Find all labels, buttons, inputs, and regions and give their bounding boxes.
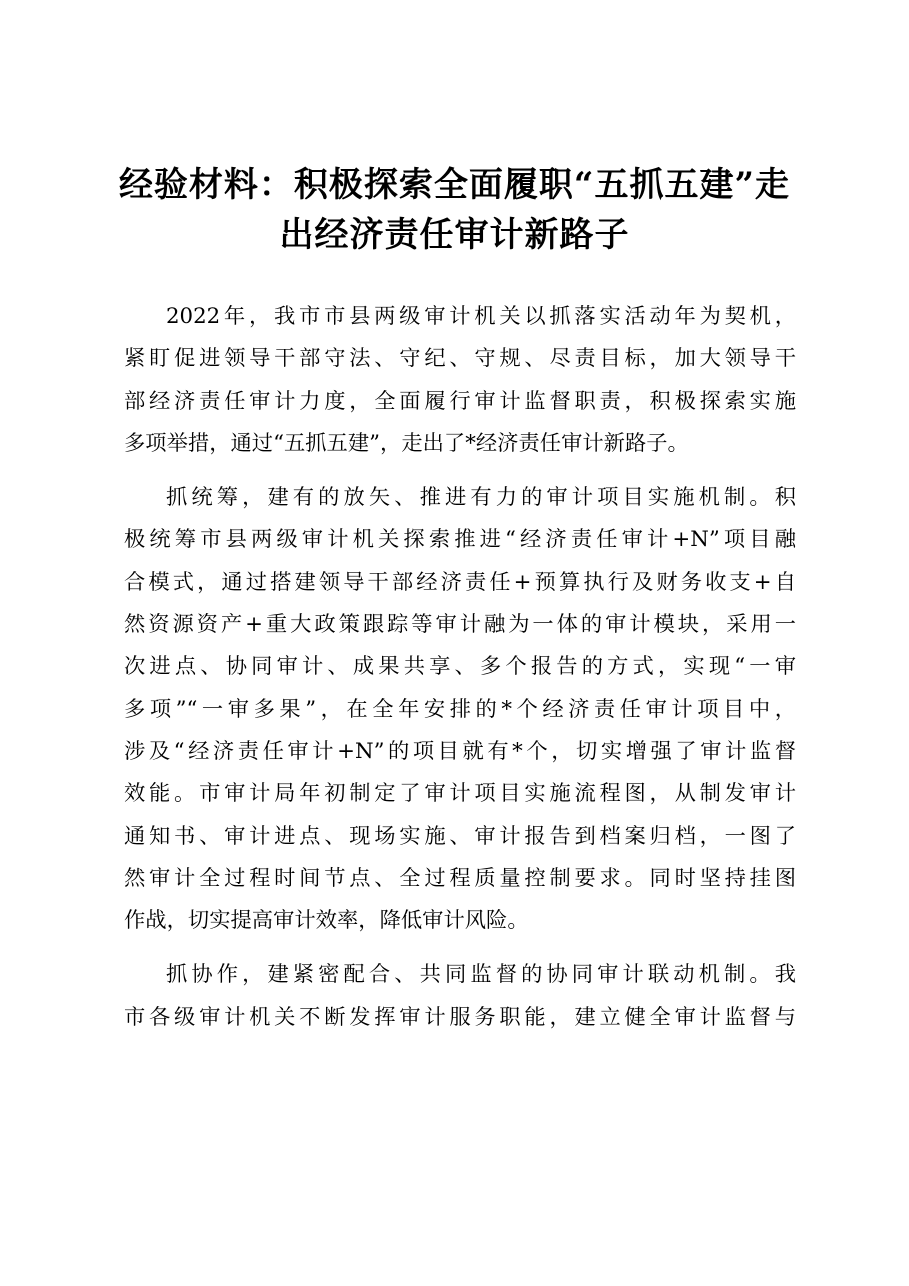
- document-body: [124, 296, 796, 1039]
- paragraph-line: 多项举措，通过“五抓五建”，走出了*经济责任审计新路子。: [124, 430, 689, 456]
- paragraph-line: 合模式，通过搭建领导干部经济责任+预算执行及财务收支+自: [124, 569, 796, 595]
- paragraph-2: [124, 477, 796, 942]
- title-line-1: 经验材料：积极探索全面履职“五抓五建”走: [118, 165, 791, 205]
- title-line-2: 出经济责任审计新路子: [279, 215, 630, 255]
- document-title: [0, 160, 909, 260]
- paragraph-line: 然资源资产+重大政策跟踪等审计融为一体的审计模块，采用一: [124, 612, 796, 638]
- paragraph-3: [124, 954, 796, 1039]
- paragraph-line: 通知书、审计进点、现场实施、审计报告到档案归档，一图了: [124, 823, 796, 849]
- paragraph-line: 然审计全过程时间节点、全过程质量控制要求。同时坚持挂图: [124, 865, 796, 891]
- paragraph-line: 极统筹市县两级审计机关探索推进“经济责任审计+N”项目融: [124, 527, 796, 553]
- paragraph-line: 抓协作，建紧密配合、共同监督的协同审计联动机制。我: [166, 962, 796, 988]
- paragraph-1: [124, 296, 796, 465]
- paragraph-gap: [124, 942, 796, 954]
- paragraph-line: 紧盯促进领导干部守法、守纪、守规、尽责目标，加大领导干: [124, 346, 796, 372]
- paragraph-line: 抓统筹，建有的放矢、推进有力的审计项目实施机制。积: [166, 485, 796, 511]
- paragraph-line: 市各级审计机关不断发挥审计服务职能，建立健全审计监督与: [124, 1004, 796, 1030]
- paragraph-line: 部经济责任审计力度，全面履行审计监督职责，积极探索实施: [124, 388, 796, 414]
- paragraph-line: 2022年，我市市县两级审计机关以抓落实活动年为契机，: [166, 304, 796, 329]
- paragraph-line: 效能。市审计局年初制定了审计项目实施流程图，从制发审计: [124, 781, 796, 807]
- paragraph-line: 涉及“经济责任审计+N”的项目就有*个，切实增强了审计监督: [124, 738, 796, 764]
- paragraph-line: 次进点、协同审计、成果共享、多个报告的方式，实现“一审: [124, 654, 796, 680]
- paragraph-line: 作战，切实提高审计效率，降低审计风险。: [124, 908, 529, 934]
- paragraph-gap: [124, 465, 796, 477]
- paragraph-line: 多项”“一审多果”，在全年安排的*个经济责任审计项目中，: [124, 696, 796, 722]
